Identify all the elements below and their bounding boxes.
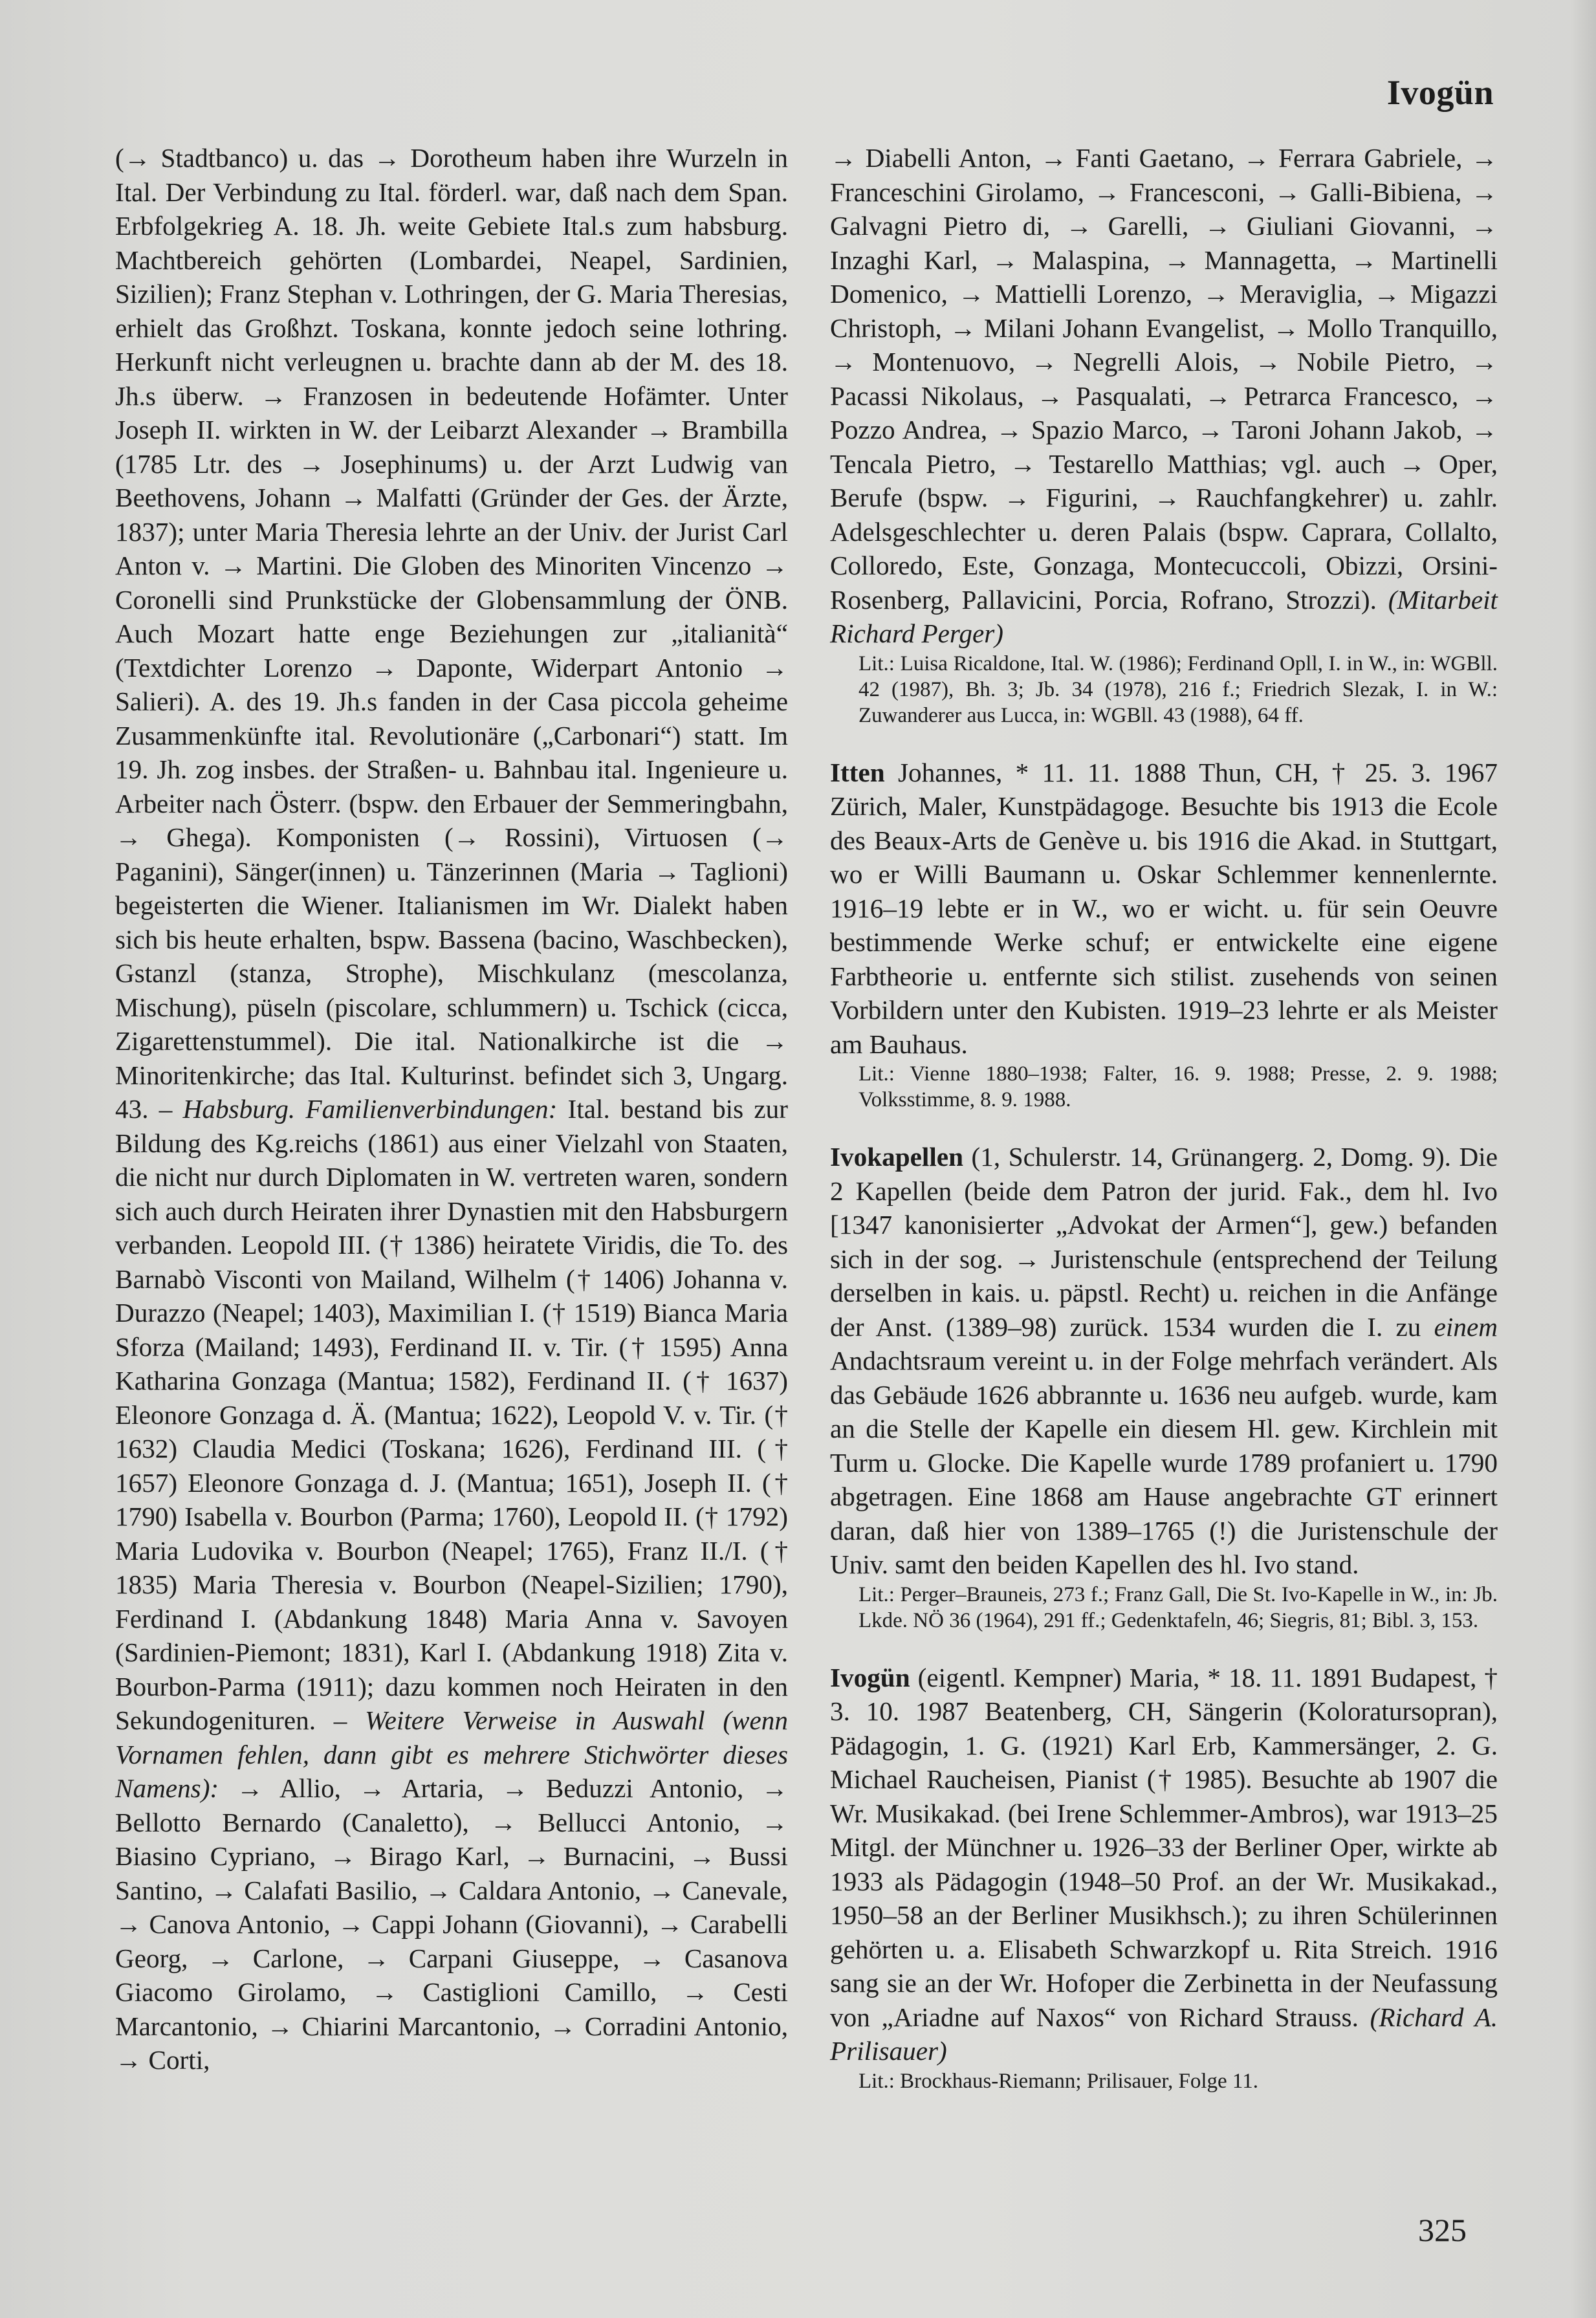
right-column: [830, 141, 1498, 2094]
itten-headword: Itten: [830, 757, 885, 787]
ivogun-author-credit: (Richard A. Prilisauer): [830, 2002, 1498, 2066]
italien-subheading-verweise: Weitere Verweise in Auswahl (wenn Vornamen fehlen, dann gibt es mehrere Stichwörter dieses Namens):: [115, 1705, 788, 1803]
ivogun-text: (eigentl. Kempner) Maria, * 18. 11. 1891 Budapest, † 3. 10. 1987 Beatenberg, CH, Sängerin (Koloratursopran), Pädagogin, 1. G. (1921) Karl Erb, Kammersänger, 2. G. Michael Raucheisen, Pianist († 1985). Besuchte ab 1907 die Wr. Musikakad. (bei Irene Schlemmer-Ambros), war 1913–25 Mitgl. der Münchner u. 1926–33 der Berliner Oper, wirkte ab 1933 als Pädagogin (1948–50 Prof. an der Wr. Musikakad., 1950–58 an der Berliner Musikhsch.); zu ihren Schülerinnen gehörten u. a. Elisabeth Schwarzkopf u. Rita Streich. 1916 sang sie an der Wr. Hofoper die Zerbinetta in der Neufassung von „Ariadne auf Naxos“ von Richard Strauss.: [830, 1662, 1498, 2032]
italien-literature: Lit.: Luisa Ricaldone, Ital. W. (1986); Ferdinand Opll, I. in W., in: WGBll. 42 (1987), Bh. 3; Jb. 34 (1978), 216 f.; Friedrich Slezak, I. in W.: Zuwanderer aus Lucca, in: WGBll. 43 (1988), 64 ff.: [858, 651, 1498, 727]
itten-text: Johannes, * 11. 11. 1888 Thun, CH, † 25. 3. 1967 Zürich, Maler, Kunstpädagoge. Besuchte bis 1913 die Ecole des Beaux-Arts de Genève u. bis 1916 die Akad. in Stuttgart, wo er Willi Baumann u. Oskar Schlemmer kennenlernte. 1916–19 lebte er in W., wo er wicht. u. für sein Oeuvre bestimmende Werke schuf; er entwickelte eine eigene Farbtheorie u. entfernte sich stilist. zusehends von seinen Vorbildern unter den Kubisten. 1919–23 lehrte er als Meister am Bauhaus.: [830, 757, 1498, 1059]
left-column: [115, 141, 788, 2077]
italien-text-part-1: (→ Stadtbanco) u. das → Dorotheum haben ihre Wurzeln in Ital. Der Verbindung zu Ital. förderl. war, daß nach dem Span. Erbfolgekrieg A. 18. Jh. weite Gebiete Ital.s zum habsburg. Machtbereich gehörten (Lombardei, Neapel, Sardinien, Sizilien); Franz Stephan v. Lothringen, der G. Maria Theresias, erhielt das Großhzt. Toskana, konnte jedoch seine lothring. Herkunft nicht verleugnen u. brachte dann ab der M. des 18. Jh.s überw. → Franzosen in bedeutende Hofämter. Unter Joseph II. wirkten in W. der Leibarzt Alexander → Brambilla (1785 Ltr. des → Josephinums) u. der Arzt Ludwig van Beethovens, Johann → Malfatti (Gründer der Ges. der Ärzte, 1837); unter Maria Theresia lehrte an der Univ. der Jurist Carl Anton v. → Martini. Die Globen des Minoriten Vincenzo → Coronelli sind Prunkstücke der Globensammlung der ÖNB. Auch Mozart hatte enge Beziehungen zur „italianità“ (Textdichter Lorenzo → Daponte, Widerpart Antonio → Salieri). A. des 19. Jh.s fanden in der Casa piccola geheime Zusammenkünfte ital. Revolutionäre („Carbonari“) statt. Im 19. Jh. zog insbes. der Straßen- u. Bahnbau ital. Ingenieure u. Arbeiter nach Österr. (bspw. den Erbauer der Semmeringbahn, → Ghega). Komponisten (→ Rossini), Virtuosen (→ Paganini), Sänger(innen) u. Tänzerinnen (Maria → Taglioni) begeisterten die Wiener. Italianismen im Wr. Dialekt haben sich bis heute erhalten, bspw. Bassena (bacino, Waschbecken), Gstanzl (stanza, Strophe), Mischkulanz (mescolanza, Mischung), püseln (piscolare, schlummern) u. Tschick (cicca, Zigarettenstummel). Die ital. Nationalkirche ist die → Minoritenkirche; das Ital. Kulturinst. befindet sich 3, Ungarg. 43. –: [115, 143, 788, 1124]
italien-author-credit: (Mitarbeit Richard Perger): [830, 584, 1498, 648]
page-edge-shadow: [1570, 0, 1596, 2318]
running-head: Ivogün: [1386, 73, 1494, 112]
entry-spacer: [830, 728, 1498, 756]
itten-entry: [830, 756, 1498, 1062]
ivokapellen-emphasis: einem: [1434, 1311, 1498, 1342]
entry-spacer: [830, 1113, 1498, 1140]
ivokapellen-headword: Ivokapellen: [830, 1142, 963, 1172]
entry-spacer: [830, 1634, 1498, 1661]
ivogun-literature: Lit.: Brockhaus-Riemann; Prilisauer, Folge 11.: [858, 2069, 1258, 2093]
ivogun-headword: Ivogün: [830, 1662, 910, 1692]
italien-text-part-3: → Allio, → Artaria, → Beduzzi Antonio, → Bellotto Bernardo (Canaletto), → Bellucci Antonio, → Biasino Cypriano, → Birago Karl, → Burnacini, → Bussi Santino, → Calafati Basilio, → Caldara Antonio, → Canevale, → Canova Antonio, → Cappi Johann (Giovanni), → Carabelli Georg, → Carlone, → Carpani Giuseppe, → Casanova Giacomo Girolamo, → Castiglioni Camillo, → Cesti Marcantonio, → Chiarini Marcantonio, → Corradini Antonio, → Corti,: [115, 1773, 788, 2075]
page-number: 325: [1418, 2212, 1467, 2248]
italien-text-part-2: Ital. bestand bis zur Bildung des Kg.reichs (1861) aus einer Vielzahl von Staaten, die nicht nur durch Diplomaten in W. vertreten waren, sondern sich auch durch Heiraten ihrer Dynastien mit den Habsburgern verbanden. Leopold III. († 1386) heiratete Viridis, die To. des Barnabò Visconti von Mailand, Wilhelm († 1406) Johanna v. Durazzo (Neapel; 1403), Maximilian I. († 1519) Bianca Maria Sforza (Mailand; 1493), Ferdinand II. v. Tir. († 1595) Anna Katharina Gonzaga (Mantua; 1582), Ferdinand II. († 1637) Eleonore Gonzaga d. Ä. (Mantua; 1622), Leopold V. v. Tir. († 1632) Claudia Medici (Toskana; 1626), Ferdinand III. († 1657) Eleonore Gonzaga d. J. (Mantua; 1651), Joseph II. († 1790) Isabella v. Bourbon (Parma; 1760), Leopold II. († 1792) Maria Ludovika v. Bourbon (Neapel; 1765), Franz II./I. († 1835) Maria Theresia v. Bourbon (Neapel-Sizilien; 1790), Ferdinand I. (Abdankung 1848) Maria Anna v. Savoyen (Sardinien-Piemont; 1831), Karl I. (Abdankung 1918) Zita v. Bourbon-Parma (1911); dazu kommen noch Heiraten in den Sekundogenituren. –: [115, 1094, 788, 1735]
ivogun-entry: [830, 1661, 1498, 2068]
ivokapellen-entry: [830, 1140, 1498, 1582]
italien-crossrefs-continuation: [830, 141, 1498, 651]
ivokapellen-literature: Lit.: Perger–Brauneis, 273 f.; Franz Gall, Die St. Ivo-Kapelle in W., in: Jb. Lkde. NÖ 36 (1964), 291 ff.; Gedenktafeln, 46; Siegris, 81; Bibl. 3, 153.: [858, 1582, 1498, 1632]
italien-entry-continuation: [115, 141, 788, 2077]
ivokapellen-text-part-1: (1, Schulerstr. 14, Grünangerg. 2, Domg. 9). Die 2 Kapellen (beide dem Patron der jurid. Fak., dem hl. Ivo [1347 kanonisierter „Advokat der Armen“], gew.) befanden sich in der sog. → Juristenschule (entsprechend der Teilung derselben in kais. u. päpstl. Recht) u. reichen in die Anfänge der Anst. (1389–98) zurück. 1534 wurden die I. zu: [830, 1142, 1498, 1342]
itten-literature: Lit.: Vienne 1880–1938; Falter, 16. 9. 1988; Presse, 2. 9. 1988; Volksstimme, 8. 9. 1988.: [858, 1062, 1498, 1111]
ivokapellen-text-part-2: Andachtsraum vereint u. in der Folge mehrfach verändert. Als das Gebäude 1626 abbrannte u. 1636 neu aufgeb. wurde, kam an die Stelle der Kapelle ein diesem Hl. gew. Kirchlein mit Turm u. Glocke. Die Kapelle wurde 1789 profaniert u. 1790 abgetragen. Eine 1868 am Hause angebrachte GT erinnert daran, daß hier von 1389–1765 (!) die Juristenschule der Univ. samt den beiden Kapellen des hl. Ivo stand.: [830, 1346, 1498, 1579]
italien-subheading-habsburg: Habsburg. Familienverbindungen:: [182, 1094, 558, 1124]
crossref-text: → Diabelli Anton, → Fanti Gaetano, → Ferrara Gabriele, → Franceschini Girolamo, → Francesconi, → Galli-Bibiena, → Galvagni Pietro di, → Garelli, → Giuliani Giovanni, → Inzaghi Karl, → Malaspina, → Mannagetta, → Martinelli Domenico, → Mattielli Lorenzo, → Meraviglia, → Migazzi Christoph, → Milani Johann Evangelist, → Mollo Tranquillo, → Montenuovo, → Negrelli Alois, → Nobile Pietro, → Pacassi Nikolaus, → Pasqualati, → Petrarca Francesco, → Pozzo Andrea, → Spazio Marco, → Taroni Johann Jakob, → Tencala Pietro, → Testarello Matthias; vgl. auch → Oper, Berufe (bspw. → Figurini, → Rauchfangkehrer) u. zahlr. Adelsgeschlechter u. deren Palais (bspw. Caprara, Collalto, Colloredo, Este, Gonzaga, Montecuccoli, Obizzi, Orsini-Rosenberg, Pallavicini, Porcia, Rofrano, Strozzi).: [830, 143, 1498, 615]
